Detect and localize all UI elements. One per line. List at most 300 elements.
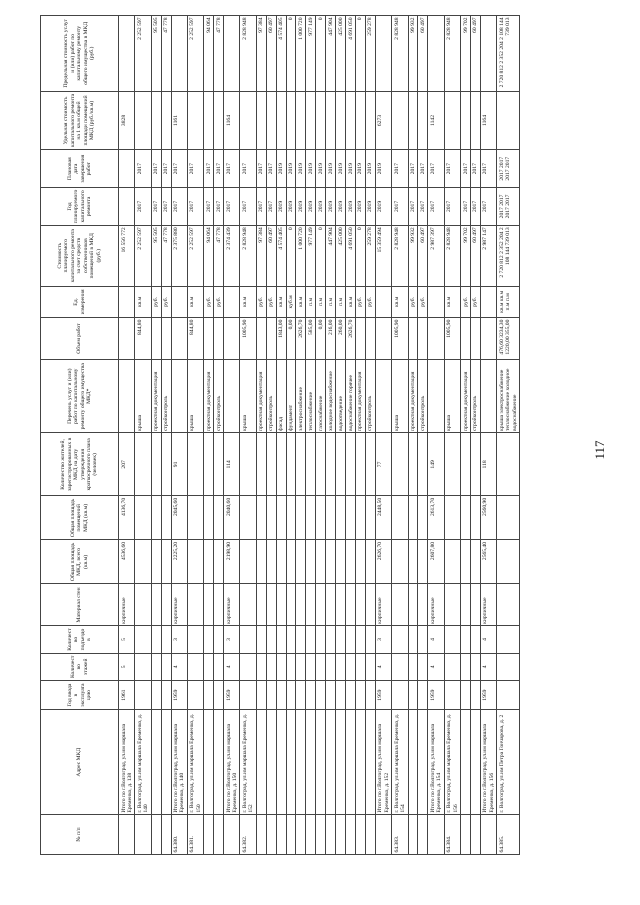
table-row	[119, 16, 135, 855]
table-cell: 2017	[224, 150, 240, 188]
table-cell	[161, 680, 171, 709]
table-cell	[161, 318, 171, 360]
table-row	[214, 16, 224, 855]
table-cell: 1005,90	[444, 318, 460, 360]
column-header: Перечень услуг и (или) работ по капитальному ремонту общего имущества МКД*	[41, 360, 119, 433]
table-cell: 149	[428, 433, 444, 496]
table-cell: 1959	[171, 680, 187, 709]
table-cell	[214, 680, 224, 709]
table-cell	[266, 318, 276, 360]
column-header: Стоимость планируемого капитального ремонта за счет средств собственников помещений в МКД (руб.)	[41, 225, 119, 286]
table-cell	[256, 433, 266, 496]
table-cell	[355, 433, 365, 496]
table-cell	[326, 496, 336, 540]
table-cell	[296, 653, 306, 680]
table-cell	[171, 360, 187, 433]
table-cell	[365, 584, 375, 626]
table-row	[480, 16, 496, 855]
table-cell: 2 828 948	[392, 16, 408, 92]
table-cell	[470, 815, 480, 855]
table-cell	[161, 91, 171, 150]
column-header: Материал стен	[41, 584, 119, 626]
table-row	[187, 16, 203, 855]
table-cell: 4	[480, 653, 496, 680]
table-cell	[214, 433, 224, 496]
table-cell: 2017	[392, 150, 408, 188]
table-cell	[161, 433, 171, 496]
table-cell: крыша	[187, 360, 203, 433]
table-cell	[204, 653, 214, 680]
table-cell	[470, 584, 480, 626]
table-cell: 2017	[444, 188, 460, 226]
table-cell: г. Волгоград, ул.им Петра Гончарова, д. 2	[497, 710, 520, 815]
table-cell	[187, 584, 203, 626]
table-cell	[151, 653, 161, 680]
table-cell: руб.	[418, 286, 428, 317]
table-cell	[306, 91, 316, 150]
table-cell	[296, 710, 306, 815]
table-cell: 844,80	[187, 318, 203, 360]
table-cell: 2019	[336, 188, 346, 226]
table-cell: 2017	[480, 188, 496, 226]
table-cell	[214, 584, 224, 626]
column-header: Количество подъездов	[41, 626, 119, 653]
table-cell	[470, 626, 480, 653]
table-cell	[151, 540, 161, 584]
table-cell	[497, 91, 520, 150]
table-row	[326, 16, 336, 855]
table-cell	[135, 584, 151, 626]
table-cell	[135, 540, 151, 584]
table-cell	[187, 626, 203, 653]
table-cell: газоснабжение	[316, 360, 326, 433]
table-row	[224, 16, 240, 855]
table-cell	[428, 318, 444, 360]
table-cell: 1959	[375, 680, 391, 709]
table-row	[497, 16, 520, 855]
table-cell	[276, 496, 286, 540]
table-cell	[461, 680, 471, 709]
table-row	[135, 16, 151, 855]
table-cell: 1961	[119, 680, 135, 709]
table-cell	[444, 680, 460, 709]
table-cell	[326, 626, 336, 653]
table-cell: кирпичные	[171, 584, 187, 626]
table-cell	[444, 540, 460, 584]
table-cell	[187, 653, 203, 680]
table-row	[151, 16, 161, 855]
table-cell	[161, 496, 171, 540]
table-cell: 64.380.	[171, 815, 187, 855]
table-cell	[161, 540, 171, 584]
table-cell: 4	[428, 653, 444, 680]
table-cell	[408, 91, 418, 150]
table-row	[171, 16, 187, 855]
table-cell	[408, 433, 418, 496]
table-cell	[497, 540, 520, 584]
table-cell	[355, 680, 365, 709]
table-cell: 2560,90	[480, 496, 496, 540]
table-cell	[286, 584, 296, 626]
table-cell: 2626,70	[346, 318, 356, 360]
table-cell: 60 497	[470, 225, 480, 286]
table-cell	[214, 540, 224, 584]
table-row	[444, 16, 460, 855]
table-cell: кирпичные	[119, 584, 135, 626]
table-cell	[151, 433, 161, 496]
table-cell	[408, 626, 418, 653]
table-cell	[336, 540, 346, 584]
table-cell: 2019	[336, 150, 346, 188]
table-cell: 2017	[266, 150, 276, 188]
table-cell: 2019	[355, 188, 365, 226]
table-cell: крыша	[444, 360, 460, 433]
table-cell	[296, 496, 306, 540]
table-cell	[224, 16, 240, 92]
table-cell: 2019	[306, 150, 316, 188]
column-header: Год планируемого капитального ремонта	[41, 188, 119, 226]
table-cell	[375, 815, 391, 855]
table-cell	[346, 496, 356, 540]
table-cell: кирпичные	[480, 584, 496, 626]
table-cell: 4	[171, 653, 187, 680]
table-cell: 447 904	[326, 16, 336, 92]
table-cell	[296, 433, 306, 496]
table-cell	[497, 496, 520, 540]
table-cell: кв.м	[392, 286, 408, 317]
table-cell	[276, 815, 286, 855]
table-row	[161, 16, 171, 855]
table-cell: 2017	[161, 150, 171, 188]
table-cell: 2017	[256, 150, 266, 188]
table-cell: 4	[480, 626, 496, 653]
table-cell	[444, 584, 460, 626]
table-cell: г. Волгоград, ул.им маршала Еременко, д. 150	[187, 710, 203, 815]
table-cell: руб.	[355, 286, 365, 317]
table-cell: руб.	[214, 286, 224, 317]
table-cell	[461, 815, 471, 855]
table-cell: 99 932	[408, 16, 418, 92]
table-cell: 2019	[286, 188, 296, 226]
table-cell	[418, 318, 428, 360]
table-cell	[444, 626, 460, 653]
table-cell	[461, 626, 471, 653]
table-cell: 2017	[161, 188, 171, 226]
table-row	[470, 16, 480, 855]
table-cell	[256, 496, 266, 540]
table-cell: 2017	[135, 150, 151, 188]
table-cell	[187, 540, 203, 584]
table-cell: руб.	[470, 286, 480, 317]
table-cell	[408, 318, 418, 360]
column-header: Удельная стоимость капитального ремонта на 1 кв.м общей площади помещений МКД (руб./кв.м)	[41, 91, 119, 150]
table-cell: холодное водоснабжение	[326, 360, 336, 433]
table-cell	[161, 626, 171, 653]
table-cell	[375, 360, 391, 433]
table-cell	[408, 710, 418, 815]
table-cell	[444, 653, 460, 680]
table-cell	[171, 286, 187, 317]
table-cell	[161, 653, 171, 680]
table-cell	[151, 626, 161, 653]
table-cell	[286, 433, 296, 496]
table-row	[365, 16, 375, 855]
table-cell	[316, 680, 326, 709]
table-cell	[214, 496, 224, 540]
table-cell	[296, 626, 306, 653]
table-cell	[296, 584, 306, 626]
table-cell: 476,60 3234,30 1220,00 355,00	[497, 318, 520, 360]
table-cell: 2017	[408, 188, 418, 226]
table-cell	[266, 91, 276, 150]
table-cell	[461, 584, 471, 626]
table-cell: 4	[224, 653, 240, 680]
table-cell	[135, 433, 151, 496]
table-cell	[497, 653, 520, 680]
table-cell: 5	[119, 653, 135, 680]
table-cell	[470, 318, 480, 360]
table-cell	[240, 626, 256, 653]
table-cell	[306, 496, 316, 540]
table-cell	[365, 540, 375, 584]
table-cell	[418, 680, 428, 709]
table-cell: 1 000 720	[296, 16, 306, 92]
table-cell	[346, 540, 356, 584]
table-cell: 2448,50	[375, 496, 391, 540]
table-cell	[316, 710, 326, 815]
table-cell: 114	[224, 433, 240, 496]
table-cell: кв.м	[240, 286, 256, 317]
table-cell: крыша	[240, 360, 256, 433]
table-cell: 2019	[316, 188, 326, 226]
column-header: Ед. измерения	[41, 286, 119, 317]
table-cell	[408, 584, 418, 626]
table-row	[375, 16, 391, 855]
table-cell: 2017	[461, 150, 471, 188]
column-header: Общая площадь помещений МКД (кв.м)	[41, 496, 119, 540]
table-cell: 4	[428, 626, 444, 653]
table-cell	[214, 318, 224, 360]
table-cell: 1959	[480, 680, 496, 709]
table-cell: куб.м	[286, 286, 296, 317]
table-cell	[240, 680, 256, 709]
table-cell	[418, 540, 428, 584]
table-cell: 2 252 597	[135, 16, 151, 92]
table-cell: 2017	[266, 188, 276, 226]
table-cell: 4536,60	[119, 540, 135, 584]
table-cell: 2019	[375, 188, 391, 226]
table-cell	[365, 626, 375, 653]
table-cell	[461, 653, 471, 680]
table-cell: кв.м кв.м п.м п.м	[497, 286, 520, 317]
table-cell: водоотведение	[336, 360, 346, 433]
table-cell: п.м	[306, 286, 316, 317]
column-header: № п/п	[41, 815, 119, 855]
table-row	[276, 16, 286, 855]
table-cell	[346, 91, 356, 150]
table-cell	[497, 680, 520, 709]
table-cell	[266, 680, 276, 709]
table-cell	[461, 433, 471, 496]
table-row	[461, 16, 471, 855]
table-cell: 60 497	[470, 16, 480, 92]
table-cell	[336, 680, 346, 709]
table-cell	[306, 815, 316, 855]
table-cell: кв.м	[187, 286, 203, 317]
table-cell: 64.384.	[444, 815, 460, 855]
table-cell: 2198,90	[224, 540, 240, 584]
table-cell	[355, 815, 365, 855]
table-cell	[346, 710, 356, 815]
table-cell	[256, 680, 266, 709]
table-cell	[204, 710, 214, 815]
table-cell: п.м	[326, 286, 336, 317]
table-cell	[326, 680, 336, 709]
table-cell	[355, 91, 365, 150]
table-cell: 2017 2017 2017 2017	[497, 150, 520, 188]
table-cell: крыша	[392, 360, 408, 433]
table-cell	[326, 710, 336, 815]
table-cell: 2017	[224, 188, 240, 226]
table-cell: 2017	[240, 150, 256, 188]
table-cell: руб.	[204, 286, 214, 317]
table-cell: 3	[375, 626, 391, 653]
table-cell: 5	[119, 626, 135, 653]
table-cell	[240, 496, 256, 540]
table-cell: 3	[171, 626, 187, 653]
table-cell: 2017	[444, 150, 460, 188]
table-cell	[428, 815, 444, 855]
table-cell	[204, 680, 214, 709]
table-cell	[171, 16, 187, 92]
table-cell: 91	[171, 433, 187, 496]
table-cell: 0,00	[286, 318, 296, 360]
table-cell	[375, 286, 391, 317]
table-cell: 2626,70	[375, 540, 391, 584]
table-cell: 977 149	[306, 16, 316, 92]
table-cell: 425 000	[336, 16, 346, 92]
table-cell: 2 252 597	[187, 225, 203, 286]
table-cell	[276, 540, 286, 584]
table-cell: 259 278	[365, 225, 375, 286]
table-cell: 2019	[296, 150, 306, 188]
table-cell: 95 505	[151, 16, 161, 92]
table-cell	[266, 496, 276, 540]
table-cell: 2019	[276, 188, 286, 226]
table-row	[428, 16, 444, 855]
table-cell	[346, 584, 356, 626]
table-cell	[470, 710, 480, 815]
table-cell	[316, 584, 326, 626]
table-cell	[365, 318, 375, 360]
table-cell	[187, 496, 203, 540]
table-cell	[135, 680, 151, 709]
table-cell: стройконтроль	[161, 360, 171, 433]
table-cell	[151, 318, 161, 360]
table-cell: 118	[480, 433, 496, 496]
table-cell	[296, 540, 306, 584]
table-cell: 2017	[151, 150, 161, 188]
table-cell: 2 987 397	[428, 225, 444, 286]
table-cell: Итого по г.Волгоград, ул.им маршала Еременко, д. 152	[375, 710, 391, 815]
table-cell	[316, 496, 326, 540]
table-cell: 2017	[470, 188, 480, 226]
table-cell	[444, 496, 460, 540]
table-cell	[326, 433, 336, 496]
table-cell: г. Волгоград, ул.им маршала Еременко, д. 156	[444, 710, 460, 815]
column-header: Общая площадь МКД, всего (кв.м)	[41, 540, 119, 584]
table-cell: 425 000	[336, 225, 346, 286]
table-cell	[336, 91, 346, 150]
table-cell	[240, 433, 256, 496]
table-cell	[461, 91, 471, 150]
table-cell: 97 384	[256, 16, 266, 92]
table-row	[418, 16, 428, 855]
table-cell	[240, 540, 256, 584]
table-cell	[276, 710, 286, 815]
table-cell	[286, 815, 296, 855]
table-cell	[266, 815, 276, 855]
table-cell: 47 778	[214, 16, 224, 92]
table-cell: проектная документация	[151, 360, 161, 433]
table-cell: 60 497	[266, 16, 276, 92]
table-cell	[336, 626, 346, 653]
table-cell: 2565,40	[480, 540, 496, 584]
table-cell: руб.	[365, 286, 375, 317]
table-cell	[480, 815, 496, 855]
table-cell: 4 574 405	[276, 225, 286, 286]
table-cell	[214, 815, 224, 855]
table-cell	[286, 626, 296, 653]
table-cell	[346, 680, 356, 709]
table-cell: 2019	[346, 150, 356, 188]
table-cell: 2017	[187, 150, 203, 188]
table-cell	[355, 540, 365, 584]
table-cell: 2 828 948	[240, 16, 256, 92]
table-cell	[326, 91, 336, 150]
table-cell	[375, 16, 391, 92]
table-cell: стройконтроль	[365, 360, 375, 433]
table-cell	[135, 653, 151, 680]
table-cell	[470, 496, 480, 540]
table-cell	[151, 815, 161, 855]
table-cell: 260,00	[336, 318, 346, 360]
table-cell	[161, 815, 171, 855]
table-cell	[346, 433, 356, 496]
table-cell: 2 252 597	[135, 225, 151, 286]
table-row	[240, 16, 256, 855]
table-cell	[276, 626, 286, 653]
table-cell	[470, 653, 480, 680]
table-cell: 2 987 147	[480, 225, 496, 286]
table-cell	[256, 815, 266, 855]
table-cell: 2017	[214, 188, 224, 226]
table-row	[408, 16, 418, 855]
table-row	[286, 16, 296, 855]
table-cell	[296, 91, 306, 150]
table-cell	[497, 433, 520, 496]
table-cell	[286, 653, 296, 680]
table-cell	[240, 91, 256, 150]
table-cell	[135, 91, 151, 150]
table-cell: 2017	[418, 188, 428, 226]
table-cell: руб.	[461, 286, 471, 317]
table-cell: 2017	[187, 188, 203, 226]
table-cell: кв.м	[135, 286, 151, 317]
table-cell: г. Волгоград, ул.им маршала Еременко, д. 152	[240, 710, 256, 815]
table-cell: 2019	[326, 188, 336, 226]
table-cell	[266, 540, 276, 584]
